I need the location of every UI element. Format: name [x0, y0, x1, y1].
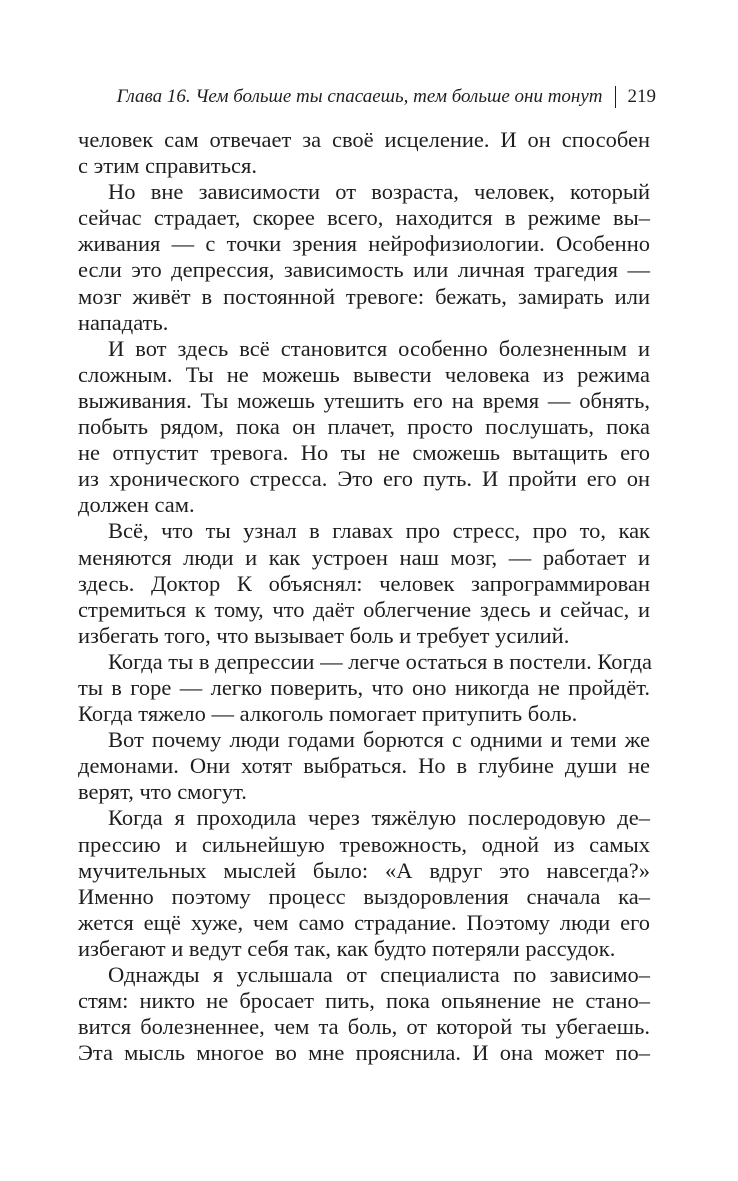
- text-line: сложным. Ты не можешь вывести человека из режима: [78, 361, 650, 387]
- text-line: из хронического стресса. Это его путь. И пройти его он: [78, 466, 650, 492]
- text-line: мучительных мыслей было: «А вдруг это навсегда?»: [78, 857, 650, 883]
- text-line: здесь. Доктор К объяснял: человек запрограммирован: [78, 570, 650, 596]
- text-line: стям: никто не бросает пить, пока опьянение не стано–: [78, 988, 650, 1014]
- text-line: человек сам отвечает за своё исцеление. И он способен: [78, 127, 650, 152]
- text-line: если это депрессия, зависимость или личная трагедия —: [78, 257, 650, 283]
- text-line: Именно поэтому процесс выздоровления сначала ка–: [78, 883, 650, 909]
- text-line: Когда ты в депрессии — легче остаться в постели. Когда: [108, 648, 653, 674]
- text-line: мозг живёт в постоянной тревоге: бежать, замирать или: [78, 283, 650, 309]
- text-line: И вот здесь всё становится особенно болезненным и: [108, 335, 650, 361]
- text-line: демонами. Они хотят выбраться. Но в глубине души не: [78, 753, 650, 779]
- text-line: Всё, что ты узнал в главах про стресс, про то, как: [108, 518, 650, 544]
- text-line: Однажды я услышала от специалиста по зависимо–: [108, 962, 650, 987]
- text-line: жется ещё хуже, чем само страдание. Поэтому люди его: [78, 909, 650, 935]
- page-number: 219: [627, 86, 656, 107]
- text-line: не отпустит тревога. Но ты не сможешь вытащить его: [78, 440, 650, 466]
- text-line: должен сам.: [78, 492, 195, 518]
- text-line: Когда тяжело — алкоголь помогает притупить боль.: [78, 701, 578, 727]
- running-header: [117, 84, 656, 110]
- text-line: с этим справиться.: [78, 153, 257, 179]
- text-line: Вот почему люди годами борются с одними и теми же: [108, 727, 650, 753]
- text-line: живания — с точки зрения нейрофизиологии. Особенно: [78, 231, 650, 257]
- text-line: ты в горе — легко поверить, что оно никогда не пройдёт.: [78, 674, 650, 700]
- text-line: побыть рядом, пока он плачет, просто послушать, пока: [78, 414, 650, 440]
- header-separator: [615, 86, 616, 108]
- text-line: нападать.: [78, 309, 169, 335]
- text-line: стремиться к тому, что даёт облегчение здесь и сейчас, и: [78, 596, 650, 622]
- text-line: выживания. Ты можешь утешить его на время — обнять,: [78, 387, 650, 413]
- text-line: прессию и сильнейшую тревожность, одной из самых: [78, 831, 650, 857]
- text-line: Эта мысль многое во мне прояснила. И она может по–: [78, 1040, 650, 1066]
- body-text: [78, 127, 653, 1066]
- text-line: сейчас страдает, скорее всего, находится в режиме вы–: [78, 205, 650, 231]
- text-line: Но вне зависимости от возраста, человек, который: [108, 179, 650, 205]
- text-line: верят, что смогут.: [78, 779, 247, 805]
- chapter-title: Глава 16. Чем больше ты спасаешь, тем больше они тонут: [116, 86, 603, 107]
- text-line: вится болезненнее, чем та боль, от которой ты убегаешь.: [78, 1014, 650, 1040]
- text-line: избегают и ведут себя так, как будто потеряли рассудок.: [78, 935, 616, 961]
- text-line: избегать того, что вызывает боль и требует усилий.: [78, 622, 570, 648]
- text-line: меняются люди и как устроен наш мозг, — работает и: [78, 544, 650, 570]
- text-line: Когда я проходила через тяжёлую послеродовую де–: [108, 805, 650, 831]
